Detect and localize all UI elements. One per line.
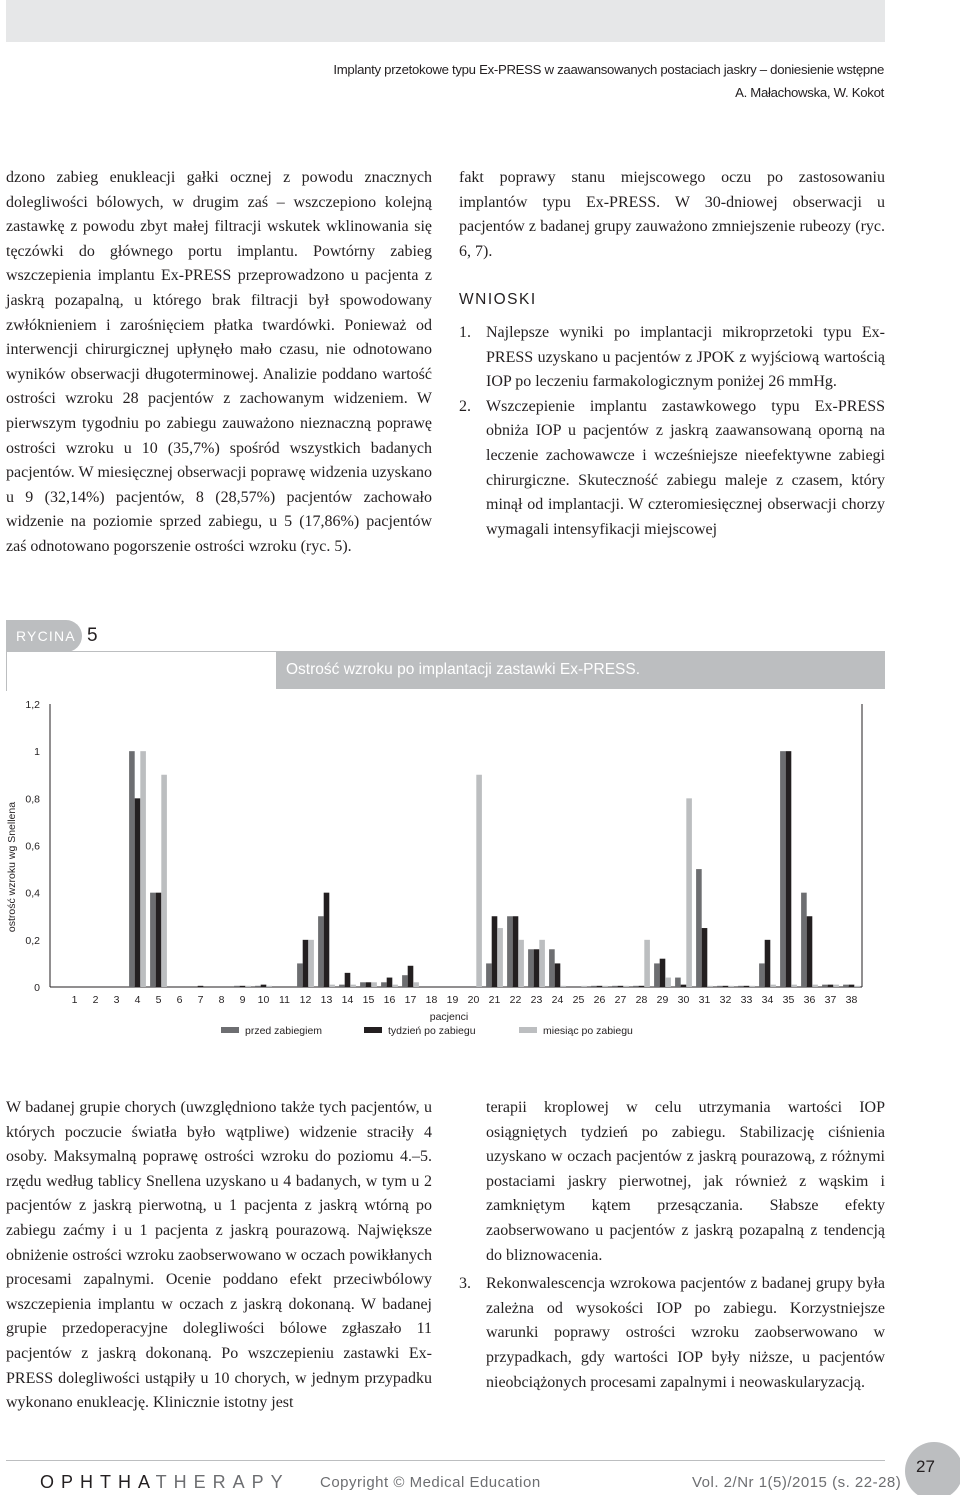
x-tick-label: 26 [593,994,606,1006]
bar-week [345,973,351,987]
bar-week [156,893,162,987]
y-tick-label: 0,8 [25,793,40,806]
bar-week [324,893,330,987]
y-tick-label: 1,2 [25,699,40,711]
bar-before [150,893,156,987]
figure-divider [6,651,276,652]
legend-swatch [519,1027,537,1033]
right-column-bottom [459,1096,885,1395]
x-tick-label: 18 [425,994,438,1006]
x-tick-label: 9 [239,994,246,1006]
x-tick-label: 8 [218,994,225,1006]
x-tick-label: 5 [155,994,162,1006]
x-tick-label: 37 [824,994,837,1006]
bar-before [612,986,618,987]
bar-before [696,869,702,987]
bar-week [408,966,414,987]
bar-week [135,798,141,987]
volume-info: Vol. 2/Nr 1(5)/2015 (s. 22-28) [692,1474,902,1491]
bar-week [618,986,624,987]
bar-month [329,985,335,987]
bar-month [560,986,566,987]
x-tick-label: 21 [488,994,501,1006]
bar-month [497,928,503,987]
bar-month [854,986,860,987]
y-axis-label: ostrość wzroku wg Snellena [6,801,18,933]
bar-week [513,916,519,987]
x-tick-label: 27 [614,994,627,1006]
bar-before [759,963,765,987]
journal-logo [40,1472,290,1493]
x-tick-label: 10 [257,994,270,1006]
bar-before [381,982,387,987]
bar-month [833,985,839,987]
bar-month [581,986,587,987]
legend-label: przed zabiegiem [245,1025,323,1037]
left-column-top [6,166,432,560]
bar-month [623,986,629,987]
bar-month [686,798,692,987]
x-tick-label: 11 [279,994,290,1006]
bar-month [812,985,818,987]
item-number: 2. [459,397,471,415]
bar-before [801,893,807,987]
bar-week [534,949,540,987]
figure-label [6,620,112,652]
page-number: 27 [916,1457,935,1476]
bar-before [591,986,597,987]
x-tick-label: 25 [572,994,585,1006]
bar-month [602,986,608,987]
bar-before [633,986,639,987]
bar-month [749,986,755,987]
bar-month [350,985,356,987]
header-authors: A. Małachowska, W. Kokot [735,85,884,100]
right-column-top [459,166,885,542]
y-tick-label: 0,2 [25,934,40,947]
bar-week [765,940,771,987]
x-tick-label: 6 [176,994,183,1006]
bar-before [843,985,849,987]
bar-before [549,949,555,987]
bar-week [702,928,708,987]
bar-week [660,959,666,987]
x-tick-label: 20 [467,994,480,1006]
x-tick-label: 19 [446,994,459,1006]
logo-bold: OPHTHA [40,1472,156,1492]
x-tick-label: 1 [71,994,78,1006]
x-tick-label: 2 [92,994,99,1006]
item-text: terapii kroplowej w celu utrzymania wartości IOP osiągniętych tydzień po zabiegu. Stabilizację ciśnienia uzyskano w oczach pacjentów z jaskrą pourazową, z różnymi postaciami jaskry pierwotnej, jak również z wąskim i zamkniętym kątem przesączania. Słabsze efekty zaobserwowano u pacjentów z jaskrą pozapalną z tendencją do bliznowacenia. [486,1099,885,1264]
x-tick-label: 33 [740,994,753,1006]
bar-before [318,916,324,987]
bar-week [387,978,393,987]
legend-swatch [221,1027,239,1033]
bar-month [728,986,734,987]
left-column-bottom [6,1096,432,1416]
bar-before [129,751,135,987]
y-tick-label: 0 [34,982,40,994]
legend-label: tydzień po zabiegu [388,1025,476,1037]
bar-month [791,985,797,987]
header-title: Implanty przetokowe typu Ex-PRESS w zaawansowanych postaciach jaskry – doniesienie wstępne [333,62,884,77]
body-paragraph: W badanej grupie chorych (uwzględniono także tych pacjentów, u których poczucie światła było wątpliwe) widzenie straciły 4 osoby. Maksymalną poprawę ostrości wzroku do poziomu 4.–5. rzędu według tablicy Snellena uzyskano u 4 badanych, w tym u 2 pacjentów z jaskrą pierwotną, u 1 pacjenta z jaskrą wtórną po zabiegu zaćmy i u 1 pacjenta z jaskrą pourazową. Największe obniżenie ostrości wzroku zaobserwowano w oczach powikłanych procesami zapalnymi. Ocenie poddano efekt przeciwbólowy wszczepienia implantu w oczach z jaskrą dokonaną. W badanej grupie przedoperacyjne dolegliwości bólowe zgłaszało 11 pacjentów z jaskrą dokonaną. Po wszczepieniu zastawki Ex-PRESS dolegliwości ustąpiły u 10 chorych, w jednym przypadku wykonano enukleację. Klinicznie istotny jest [6,1099,432,1412]
x-tick-label: 16 [383,994,396,1006]
bar-before [360,982,366,987]
body-paragraph: fakt poprawy stanu miejscowego oczu po zastosowaniu implantów typu Ex-PRESS. W 30-dniowej obserwacji u pacjentów z badanej grupy zauważono zmniejszenie rubeozy (ryc. 6, 7). [459,169,885,260]
x-tick-label: 28 [635,994,648,1006]
legend-label: miesiąc po zabiegu [543,1025,633,1037]
x-tick-label: 22 [509,994,522,1006]
bar-before [528,949,534,987]
section-heading: WNIOSKI [459,291,537,309]
bar-before [738,986,744,987]
bar-week [744,986,750,987]
bar-month [308,940,314,987]
bar-month [140,751,146,987]
bar-month [476,775,482,987]
bar-before [255,986,261,987]
x-tick-label: 38 [845,994,858,1006]
conclusion-item [459,395,885,543]
y-tick-label: 0,4 [25,887,40,900]
bar-month [518,940,524,987]
bar-month [266,986,272,987]
x-tick-label: 3 [113,994,120,1006]
bar-before [234,986,240,987]
bar-before [339,985,345,987]
bar-month [245,986,251,987]
bar-before [780,751,786,987]
x-tick-label: 4 [134,994,141,1006]
body-paragraph: dzono zabieg enukleacji gałki ocznej z powodu znacznych dolegliwości bólowych, w drugim zaś – wszczepiono kolejną zastawkę z powodu zbyt małej filtracji wskutek wklinowania się tęczówki do głównego portu implantu. Powtórny zabieg wszczepienia implantu Ex-PRESS przeprowadzono u pacjenta z jaskrą pozapalną, u którego brak filtracji był spowodowany zwłóknieniem i zarośnięciem płatka twardówki. Ponieważ od interwencji chirurgicznej upłynęło mało czasu, nie odnotowano wyników obserwacji długoterminowej. Analizie poddano wartość ostrości wzroku 28 pacjentów z zachowanym widzeniem. W pierwszym tygodniu po zabiegu zauważono nieznaczną poprawę ostrości wzroku u 10 (35,7%) spośród wszystkich badanych pacjentów. W miesięcznej obserwacji poprawę widzenia uzyskano u 9 (32,14%) pacjentów, 8 (28,57%) pacjentów zachowało widzenie na poziomie sprzed zabiegu, u 5 (17,86%) pacjentów zaś odnotowano pogorszenie ostrości wzroku (ryc. 5). [6,169,432,555]
figure-label-text: RYCINA [6,620,82,652]
bar-before [675,978,681,987]
figure-number: 5 [87,625,98,646]
item-text: Rekonwalescencja wzrokowa pacjentów z badanej grupy była zależna od wysokości IOP po zabiegu. Korzystniejsze warunki poprawy ostrości wzroku zaobserwowano w przypadkach, gdy wartości IOP były niższe, u pacjentów nieobciążonych procesami zapalnymi i neowaskularyzacją. [486,1275,885,1391]
bar-week [303,940,309,987]
footer [0,1470,960,1495]
bar-week [681,985,687,987]
x-tick-label: 34 [761,994,774,1006]
y-tick-label: 1 [34,746,40,759]
item-text: Najlepsze wyniki po implantacji mikroprzetoki typu Ex-PRESS uzyskano u pacjentów z JPOK z wyjściową wartością IOP po leczeniu farmakologicznym poniżej 26 mmHg. [486,323,885,391]
x-tick-label: 31 [698,994,711,1006]
bar-week [240,986,246,987]
bar-chart [0,690,960,1050]
bar-week [555,963,561,987]
bar-month [539,940,545,987]
x-tick-label: 13 [320,994,333,1006]
bar-month [707,986,713,987]
figure-title: Ostrość wzroku po implantacji zastawki Ex-PRESS. [276,651,885,689]
item-number: 3. [459,1275,471,1293]
bar-week [786,751,792,987]
x-tick-label: 15 [362,994,375,1006]
bar-month [392,985,398,987]
x-tick-label: 36 [803,994,816,1006]
bar-week [723,986,729,987]
x-tick-label: 24 [551,994,564,1006]
x-tick-label: 35 [782,994,795,1006]
x-tick-label: 23 [530,994,543,1006]
x-tick-label: 17 [404,994,417,1006]
x-tick-label: 29 [656,994,669,1006]
bar-week [366,982,372,987]
bar-week [639,986,645,987]
copyright: Copyright © Medical Education [320,1474,541,1491]
bar-month [770,985,776,987]
conclusion-item [459,1272,885,1395]
bar-month [665,978,671,987]
bar-before [402,975,408,987]
bar-week [597,986,603,987]
bar-before [822,985,828,987]
x-tick-label: 32 [719,994,732,1006]
bar-month [644,940,650,987]
y-tick-label: 0,6 [25,840,40,853]
item-text: Wszczepienie implantu zastawkowego typu Ex-PRESS obniża IOP u pacjentów z jaskrą zaawansowaną oporną na leczenie zachowawcze i wcześniejsze nieefektywne zabiegi chirurgiczne. Skuteczność zabiegu maleje z czasem, który minął od implantacji. W czteromiesięcznej obserwacji chorzy wymagali intensyfikacji miejscowej [486,397,885,538]
item-number: 1. [459,323,471,341]
x-tick-label: 14 [341,994,354,1006]
x-tick-label: 7 [197,994,204,1006]
x-axis-label: pacjenci [429,1011,469,1023]
bar-week [492,916,498,987]
top-bar [6,0,885,42]
conclusion-item [459,321,885,395]
bar-before [717,986,723,987]
x-tick-label: 12 [299,994,312,1006]
bar-week [807,916,813,987]
figure-divider-vertical [6,651,7,691]
bar-before [654,963,660,987]
bar-week [198,986,204,987]
footer-rule [6,1460,885,1461]
bar-month [371,982,377,987]
legend-swatch [364,1027,382,1033]
bar-before [297,963,303,987]
logo-thin: THERAPY [155,1472,290,1492]
running-header [333,58,884,104]
bar-week [828,985,834,987]
bar-week [261,985,267,987]
bar-before [507,916,513,987]
bar-month [413,982,419,987]
conclusion-item-cont [459,1096,885,1268]
bar-week [849,985,855,987]
bar-month [161,775,167,987]
bar-before [486,963,492,987]
x-tick-label: 30 [677,994,690,1006]
